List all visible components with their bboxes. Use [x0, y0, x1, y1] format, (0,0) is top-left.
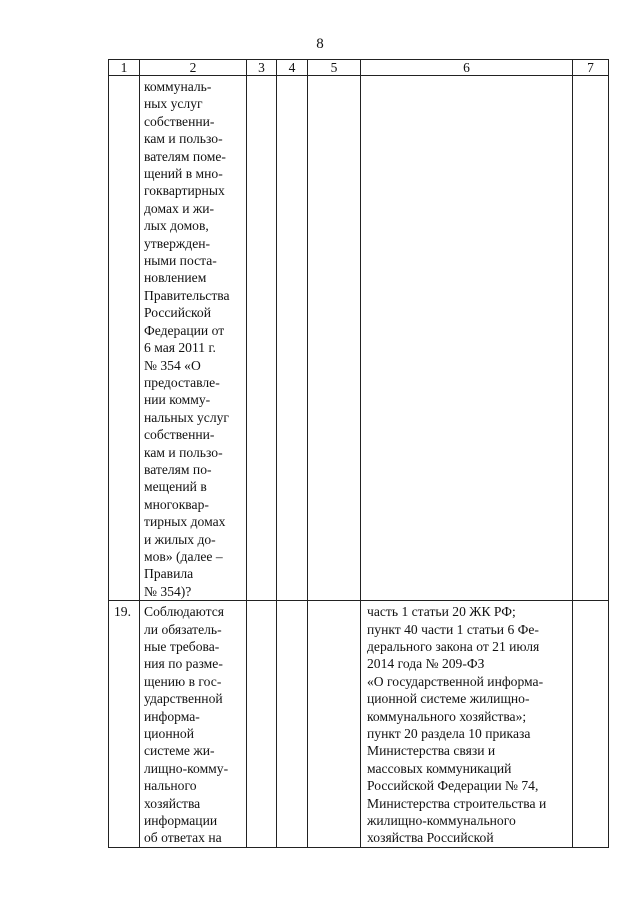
column-header-3: 3: [247, 60, 277, 76]
row-number-cell: [109, 76, 140, 601]
column-5-cell: [308, 76, 361, 601]
table-row: [109, 601, 609, 848]
row-number: [109, 76, 139, 78]
column-3-cell: [247, 76, 277, 601]
column-3-cell: [247, 601, 277, 848]
question-text: коммуналь- ных услуг собственни- кам и пользо- вателям поме- щений в мно- гоквартирных домах и жи- лых домов, утвержден- ными поста- новлением Правительства Российской Федерации от 6 мая 2011 г. № 354 «О предоставле- нии комму- нальных услуг собственни- кам и пользо- вателям по- мещений в многоквар- тирных домах и жилых до- мов» (далее – Правила № 354)?: [144, 79, 230, 599]
reference-cell: [361, 76, 573, 601]
column-4-cell: [277, 76, 308, 601]
row-number: 19.: [114, 604, 131, 620]
question-cell: [140, 601, 247, 848]
page-number: 8: [316, 36, 324, 52]
column-header-1: 1: [109, 60, 140, 76]
column-header-7: 7: [573, 60, 609, 76]
question-cell: [140, 76, 247, 601]
reference-text: часть 1 статьи 20 ЖК РФ; пункт 40 части 1 статьи 6 Фе- дерального закона от 21 июля 2014 года № 209-ФЗ «О государственной информа- ционной системе жилищно- коммунального хозяйства»; пункт 20 раздела 10 приказа Министерства связи и массовых коммуникаций Российской Федерации № 74, Министерства строительства и жилищно-коммунального хозяйства Российской: [367, 604, 547, 846]
column-7-cell: [573, 601, 609, 848]
column-header-2: 2: [140, 60, 247, 76]
column-header-4: 4: [277, 60, 308, 76]
column-5-cell: [308, 601, 361, 848]
column-header-6: 6: [361, 60, 573, 76]
table-row: [109, 76, 609, 601]
checklist-table: [108, 59, 609, 848]
column-4-cell: [277, 601, 308, 848]
reference-cell: [361, 601, 573, 848]
column-header-5: 5: [308, 60, 361, 76]
column-7-cell: [573, 76, 609, 601]
row-number-cell: [109, 601, 140, 848]
question-text: Соблюдаются ли обязатель- ные требова- ния по разме- щению в гос- ударственной информа- ционной системе жи- лищно-комму- нального хозяйства информации об ответах на: [144, 604, 229, 846]
header-row: [109, 60, 609, 76]
reference-text: [361, 76, 572, 78]
